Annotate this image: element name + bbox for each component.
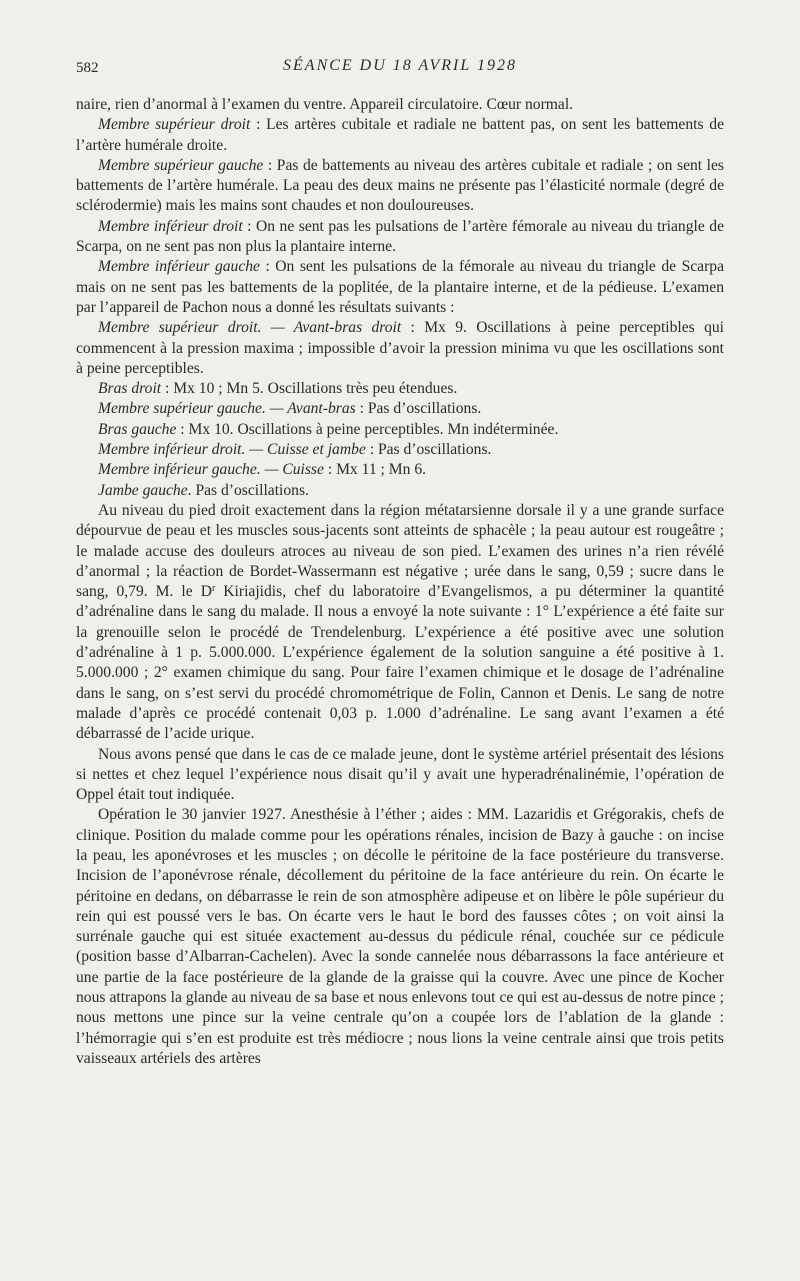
paragraph-text: Kiriajidis, chef du laboratoire d’Evangelismos, a pu déterminer la quantité d’adrénaline dans le sang du malade. Il nous a envoyé la note suivante : 1° L’expérience a été faite sur la grenouille selon le procédé de Trendelenburg. L’expérience a été positive avec une solution d’adrénaline à 1 p. 5.000.000. L’expérience également de la solution sanguine a été positive à 1. 5.000.000 ; 2° examen chimique du sang. Pour faire l’examen chimique et le dosage de l’adrénaline dans le sang, on s’est servi du procédé chromométrique de Folin, Cannon et Denis. Le sang de notre malade d’après ce procédé contenait 0,03 p. 1.000 d’adrénaline. Le sang avant l’examen a été débarrassé de l’acide urique.	[76, 583, 724, 743]
paragraph-text: . Pas d’oscillations.	[187, 481, 309, 499]
paragraph-text: : Mx 10. Oscillations à peine perceptibles. Mn indéterminée.	[176, 420, 559, 438]
paragraph-text: : Pas de battements au niveau des artères cubitale et radiale ; on sent les battements de l’artère humérale. La peau des deux mains ne présente pas l’élasticité normale (degré de sclérodermie) mais les mains sont chaudes et non douloureuses.	[76, 156, 724, 215]
paragraph	[76, 217, 724, 258]
paragraph-text: : Les artères cubitale et radiale ne battent pas, on sent les battements de l’artère humérale droite.	[76, 116, 724, 154]
paragraph	[76, 745, 724, 806]
italic-heading-text: Jambe gauche	[98, 481, 188, 499]
paragraph	[76, 420, 724, 440]
paragraph-text: Au niveau du pied droit exactement dans la région métatarsienne dorsale il y a une grande surface dépourvue de peau et les muscles sous-jacents sont atteints de sphacèle ; la peau autour est rougeâtre ; le malade accuse des douleurs atroces au niveau de son pied. L’examen des urines n’a rien révélé d’anormal ; la réaction de Bordet-Wassermann est négative ; urée dans le sang, 0,59 ; sucre dans le sang, 0,79. M. le D	[76, 501, 724, 601]
paragraph	[76, 460, 724, 480]
paragraph	[76, 399, 724, 419]
paragraph	[76, 318, 724, 379]
italic-heading-text: Membre inférieur gauche	[98, 258, 260, 276]
running-title: SÉANCE DU 18 AVRIL 1928	[283, 57, 517, 74]
page-number: 582	[76, 60, 99, 76]
italic-heading-text: Membre inférieur droit. — Cuisse et jambe	[98, 441, 366, 459]
paragraph-text: Opération le 30 janvier 1927. Anesthésie à l’éther ; aides : MM. Lazaridis et Grégorakis, chefs de clinique. Position du malade comme pour les opérations rénales, incision de Bazy à gauche : on incise la peau, les aponévroses et les muscles ; on décolle le péritoine de la face postérieure du transverse. Incision de l’aponévrose rénale, décollement du péritoine de la face antérieure du rein. On écarte le péritoine en dedans, on débarrasse le rein de son atmosphère adipeuse et on libère le pôle supérieur du rein qui est poussé vers le bas. On écarte vers le haut le bord des fausses côtes ; on voit ainsi la surrénale gauche qui est située exactement au-dessus du pédicule rénal, couchée sur ce pédicule (position basse d’Albarran-Cachelen). Avec la sonde cannelée nous débarrassons la face antérieure et une partie de la face postérieure de la glande de la graisse qui la couvre. Avec une pince de Kocher nous attrapons la glande au niveau de sa base et nous enlevons tout ce qui est au-dessus de notre pince ; nous mettons une pince sur la veine centrale qu’on a coupée lors de l’ablation de la glande : l’hémorragie qui s’en est produite est très médiocre ; nous lions la veine centrale ainsi que trois petits vaisseaux artériels des artères	[76, 806, 724, 1067]
italic-heading-text: Membre supérieur gauche. — Avant-bras	[98, 400, 356, 418]
italic-heading-text: Membre supérieur droit	[98, 116, 251, 134]
paragraph-text: naire, rien d’anormal à l’examen du ventre. Appareil circulatoire. Cœur normal.	[76, 96, 574, 113]
paragraph	[76, 379, 724, 399]
paragraph	[76, 440, 724, 460]
paragraph-text: : On ne sent pas les pulsations de l’artère fémorale au niveau du triangle de Scarpa, on ne sent pas non plus la plantaire interne.	[76, 217, 724, 256]
paragraph-text: Nous avons pensé que dans le cas de ce malade jeune, dont le système artériel présentait des lésions si nettes et chez lequel l’expérience nous disait qu’il y avait une hyperadrénalinémie, l’opération de Oppel était tout indiquée.	[76, 745, 724, 804]
paragraph	[76, 95, 724, 115]
paragraph-text: : Mx 9. Oscillations à peine perceptibles qui commencent à la pression maxima ; impossible d’avoir la pression minima vu que les oscillations sont à peine perceptibles.	[76, 319, 724, 377]
paragraph	[76, 481, 724, 501]
paragraph	[76, 805, 724, 1069]
italic-heading-text: Membre supérieur droit. — Avant-bras droit	[98, 319, 402, 337]
paragraph-text: : Mx 11 ; Mn 6.	[323, 461, 427, 479]
paragraph	[76, 115, 724, 156]
superscript-text: r	[211, 583, 216, 595]
paragraph-text: : Pas d’oscillations.	[355, 400, 482, 418]
body-text	[76, 95, 724, 1069]
italic-heading-text: Membre supérieur gauche	[98, 156, 264, 174]
paragraph-text: : Pas d’oscillations.	[365, 441, 492, 459]
paragraph-text: : On sent les pulsations de la fémorale au niveau du triangle de Scarpa mais on ne sent pas les battements de la poplitée, de la plantaire interne, et de la pédieuse. L’examen par l’appareil de Pachon nous a donné les résultats suivants :	[76, 258, 724, 316]
paragraph	[76, 501, 724, 745]
italic-heading-text: Membre inférieur gauche. — Cuisse	[98, 461, 324, 479]
page-header	[76, 56, 724, 80]
paragraph	[76, 257, 724, 318]
italic-heading-text: Membre inférieur droit	[98, 217, 243, 235]
italic-heading-text: Bras gauche	[98, 420, 177, 438]
paragraph	[76, 156, 724, 217]
italic-heading-text: Bras droit	[98, 380, 162, 398]
paragraph-text: : Mx 10 ; Mn 5. Oscillations très peu étendues.	[161, 380, 458, 398]
